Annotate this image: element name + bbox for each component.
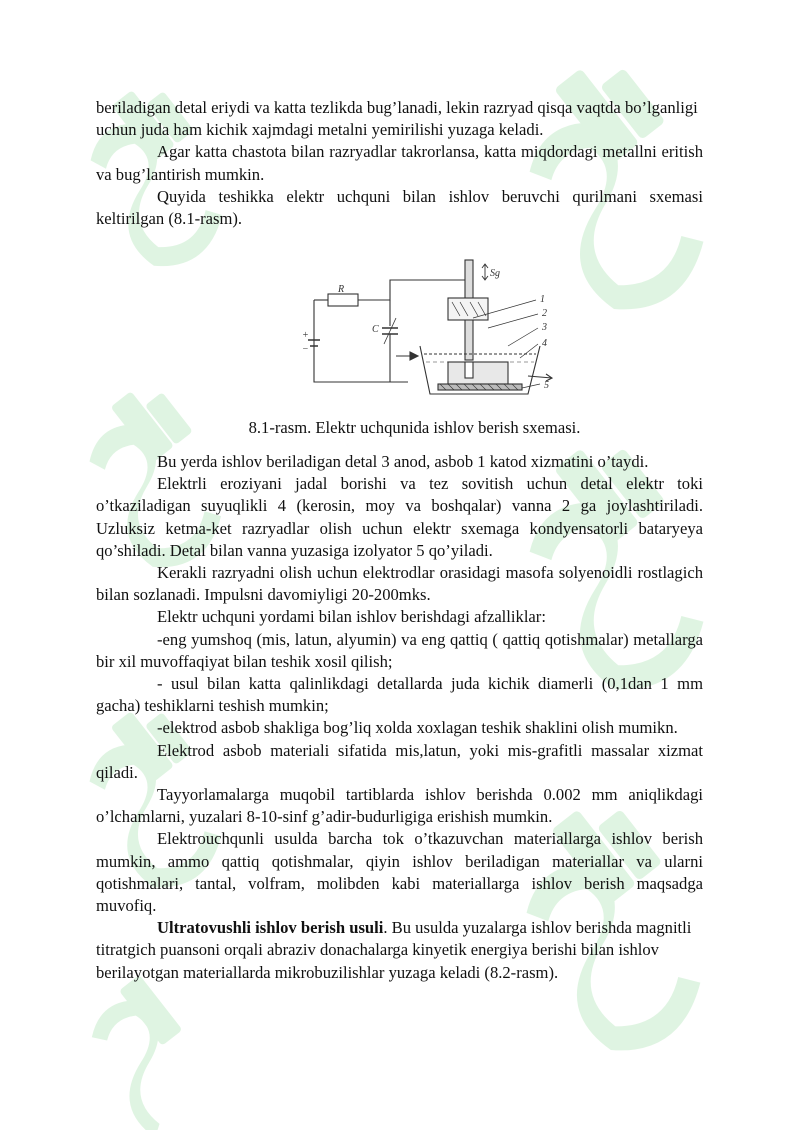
paragraph: Elektrouchqunli usulda barcha tok o’tkazuvchan materiallarga ishlov berish mumkin, ammo qattiq qotishmalar, qiyin ishlov beriladigan materiallar va ularni qotishmalari, tantal, volfram, molibden kabi materiallarga ishlov berish maqsadga muvofiq. [96,829,703,916]
label-c: C [372,324,379,335]
paragraph: -eng yumshoq (mis, latun, alyumin) va eng qattiq ( qattiq qotishmalar) metallarga bir xil muvoffaqiyat bilan teshik xosil qilish; [96,629,703,671]
paragraph: Bu yerda ishlov beriladigan detal 3 anod, asbob 1 katod xizmatini o’taydi. [157,452,649,471]
paragraph: Elektr uchquni yordami bilan ishlov berishdagi afzalliklar: [157,607,546,627]
label-motion: Sg [490,268,500,279]
paragraph: beriladigan detal eriydi va katta tezlikda bug’lanadi, lekin razryad qisqa vaqtda bo’lganligi uchun juda ham kichik xajmdagi metalni yemirilishi yuzaga keladi. [96,98,698,140]
figure-caption: 8.1-rasm. Elektr uchqunida ishlov berish sxemasi. [248,418,581,437]
label-2: 2 [542,308,547,319]
label-minus: − [302,344,309,355]
top-text-block [96,97,703,230]
body-text-block [96,451,703,984]
paragraph-ultrasonic [96,917,703,984]
label-1: 1 [540,294,545,305]
paragraph: - usul bilan katta qalinlikdagi detallarda juda kichik diamerli (0,1dan 1 mm gacha) teshiklarni teshish mumkin; [96,674,703,716]
paragraph: Quyida teshikka elektr uchquni bilan ishlov beruvchi qurilmani sxemasi keltirilgan (8.1-rasm). [96,186,703,229]
figure-schematic [300,258,560,398]
resistor-r [328,294,358,306]
paragraph: Elektrod asbob materiali sifatida mis,latun, yoki mis-grafitli massalar xizmat qiladi. [96,740,703,782]
label-5: 5 [544,380,549,391]
paragraph: Tayyorlamalarga muqobil tartiblarda ishlov berishda 0.002 mm aniqlikdagi o’lchamlarni, yuzalari 8-10-sinf g’adir-budurligiga erishish mumkin. [96,785,703,827]
label-plus: + [302,330,309,341]
workpiece-anode [448,362,508,384]
figure-caption-block [96,417,703,439]
paragraph: -elektrod asbob shakliga bog’liq xolda xoxlagan teshik shaklini olish mumikn. [157,718,678,738]
heading-ultrasonic: Ultratovushli ishlov berish usuli [157,918,384,938]
label-4: 4 [542,338,547,349]
label-r: R [338,284,345,295]
watermark-logo [70,960,240,1130]
paragraph: Kerakli razryadni olish uchun elektrodlar orasidagi masofa solyenoidli rostlagich bilan sozlanadi. Impulsni davomiyligi 20-200mks. [96,563,703,605]
paragraph: Elektrli eroziyani jadal borishi va tez sovitish uchun detal elektr toki o’tkaziladigan suyuqlikli 4 (kerosin, moy va boshqalar) vanna 2 ga joylashtiriladi. Uzluksiz ketma-ket razryadlar olish uchun elektr sxemaga kondyensatorli bataryeya qo’shiladi. Detal bilan vanna yuzasiga izolyator 5 qo’yiladi. [96,474,703,560]
paragraph-ultrasonic-text: . Bu usulda yuzalarga ishlov berishda magnitli titratgich puansoni orqali abraziv donachalarga kinyetik energiya berishi bilan ishlov berilayotgan materiallarda mikrobuzilishlar yuzaga keladi (8.2-rasm). [96,918,692,982]
label-3: 3 [542,322,547,333]
paragraph: Agar katta chastota bilan razryadlar takrorlansa, katta miqdordagi metallni eritish va bug’lantirish mumkin. [96,142,703,184]
